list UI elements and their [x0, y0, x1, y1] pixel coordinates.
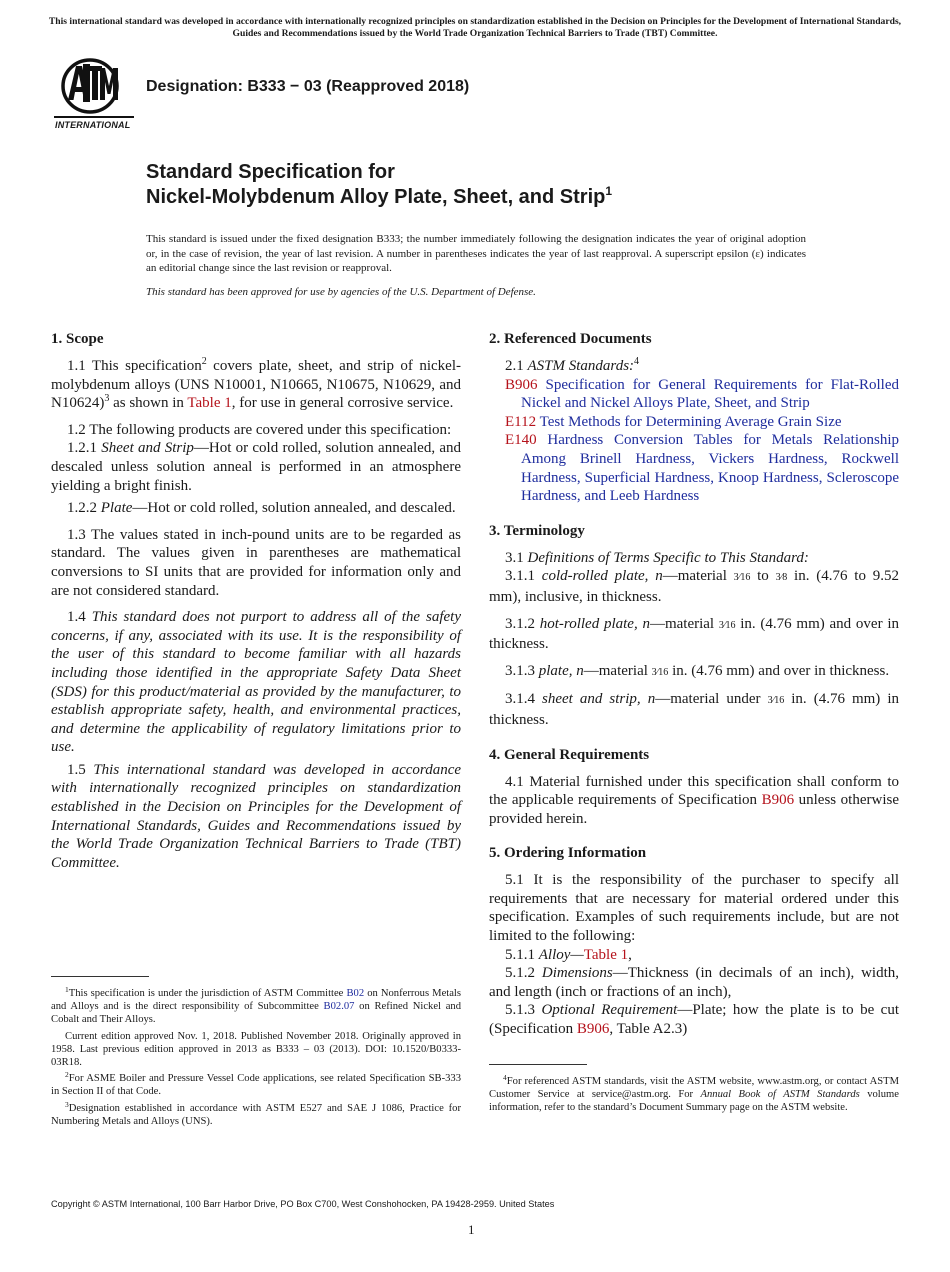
title-line-1: Standard Specification for — [146, 161, 395, 183]
num: 2.1 — [505, 358, 528, 374]
num: 3.1.1 — [505, 568, 542, 585]
fraction: 3⁄8 — [775, 572, 788, 584]
right-footnotes — [489, 1064, 899, 1115]
table-1-link[interactable]: Table 1 — [583, 946, 629, 963]
section-heading-ordering-information: 5. Ordering Information — [489, 845, 647, 862]
section-heading-general-requirements: 4. General Requirements — [489, 746, 650, 763]
text: in. (4.76 to 9.52 mm), inclusive, in thickness. — [489, 568, 899, 605]
paragraph-1-1 — [51, 357, 461, 413]
b906-link[interactable]: B906 — [761, 792, 795, 809]
paragraph-5-1-2 — [489, 964, 899, 1001]
text: unless otherwise provided herein. — [489, 792, 899, 827]
num: 5.1.3 — [505, 1002, 542, 1019]
section-heading-scope: 1. Scope — [51, 331, 104, 347]
paragraph-1-3: 1.3 The values stated in inch-pound units are to be regarded as standard. The values given in parentheses are mathematical conversions to SI units that are provided for information only and are not considered standard. — [51, 526, 461, 599]
footnote-4 — [489, 1075, 899, 1115]
mark: 4 — [503, 1073, 507, 1082]
num: 1.2.2 — [67, 500, 101, 517]
text: For referenced ASTM standards, visit the ASTM website, www.astm.org, or contact ASTM Customer Service at service@astm.org. For — [489, 1076, 899, 1101]
num: 3.1.3 — [505, 662, 539, 679]
reference-e112[interactable] — [489, 413, 899, 432]
footnote-ref-2[interactable]: 2 — [201, 356, 207, 367]
paragraph-2-1 — [489, 357, 899, 376]
paragraph-3-1 — [489, 549, 899, 568]
designation-note: This standard is issued under the fixed designation B333; the number immediately following the designation indicates the year of original adoption or, in the case of revision, the year of last revision. A number in parentheses indicates the year of last reapproval. A superscript epsilon (ε) indicates an editorial change since the last revision or reapproval. — [146, 233, 806, 275]
subcommittee-b02-07-link[interactable]: B02.07 — [323, 1001, 355, 1013]
paragraph-1-2-1 — [51, 439, 461, 495]
ref-code[interactable]: E140 — [505, 432, 537, 449]
footnote-list — [489, 1075, 899, 1115]
paragraph-5-1: 5.1 It is the responsibility of the purchaser to specify all requirements that are necessary for material ordered under this specification. Examples of such requirements include, but are not limited to the following: — [489, 872, 899, 945]
term: Plate — [100, 500, 133, 517]
paragraph-5-1-3 — [489, 1001, 899, 1038]
paragraph-4-1 — [489, 773, 899, 829]
text: to — [750, 568, 776, 585]
footnote-3 — [51, 1099, 461, 1128]
num: 5.1.2 — [505, 965, 542, 982]
term: cold-rolled plate, n — [541, 568, 663, 585]
footnote-rule — [489, 1064, 587, 1065]
text: ASTM Standards: — [527, 358, 635, 374]
tbt-notice: This international standard was developed in accordance with internationally recognized principles on standardization established in the Decision on Principles for the Development of International Standards, Guides and Recommendations issued by the World Trade Organization Technical Barriers to Trade (TBT) Committee. — [48, 16, 902, 39]
footnote-rule — [51, 976, 149, 977]
paragraph-1-2-2 — [51, 499, 461, 518]
fraction: 3⁄16 — [718, 619, 736, 631]
footnote-ref-3[interactable]: 3 — [104, 393, 110, 405]
mark: 2 — [65, 1070, 69, 1080]
mark: 1 — [65, 985, 69, 994]
text: —material — [583, 662, 652, 679]
text: —Hot or cold rolled, solution annealed, and descaled. — [132, 500, 456, 517]
footnote-ref-4[interactable]: 4 — [634, 356, 640, 367]
left-footnotes — [51, 976, 461, 1128]
text: volume information, refer to the standard’s Document Summary page on the ASTM website. — [489, 1089, 899, 1114]
num: 1.2.1 — [67, 440, 102, 457]
copyright: Copyright © ASTM International, 100 Barr Harbor Drive, PO Box C700, West Conshohocken, PA 19428-2959. United States — [51, 1199, 555, 1209]
num: 3.1.2 — [505, 615, 540, 632]
designation: Designation: B333 − 03 (Reapproved 2018) — [146, 78, 470, 95]
text: covers plate, sheet, and strip of nickel-molybdenum alloys (UNS N10001, N10665, N10675, N10629, and N10624) — [51, 358, 461, 412]
left-column — [51, 330, 461, 872]
text: 4.1 Material furnished under this specification shall conform to the applicable requirements of Specification — [489, 773, 899, 809]
astm-logo — [52, 56, 136, 132]
footnote-list — [51, 987, 461, 1128]
paragraph-3-1-1 — [489, 567, 899, 606]
footnote-1-edition: Current edition approved Nov. 1, 2018. Published November 2018. Originally approved in 1958. Last previous edition approved in 2013 as B333 – 03 (2013). DOI: 10.1520/B0333-03R18. — [51, 1030, 461, 1069]
paragraph-3-1-3 — [489, 662, 899, 683]
logo-wordmark: INTERNATIONAL — [55, 120, 131, 130]
text: —Thickness (in decimals of an inch), width, and length (inch or fractions of an inch), — [489, 965, 900, 1000]
ref-title[interactable]: Test Methods for Determining Average Grain Size — [536, 413, 842, 430]
reference-b906[interactable] — [489, 376, 899, 413]
b906-link[interactable]: B906 — [576, 1021, 610, 1038]
dod-approval-note: This standard has been approved for use by agencies of the U.S. Department of Defense. — [146, 286, 536, 298]
text: For ASME Boiler and Pressure Vessel Code applications, see related Specification SB-333 in Section II of that Code. — [51, 1073, 461, 1098]
text: on Refined Nickel and Cobalt and Their Alloys. — [51, 1001, 461, 1026]
text: , — [628, 946, 632, 963]
text: as shown in — [109, 395, 188, 412]
text: in. (4.76 mm) and over in thickness. — [489, 615, 899, 653]
text: Annual Book of ASTM Standards — [700, 1089, 860, 1101]
text: —Hot or cold rolled, solution annealed, and descaled unless solution anneal is performed in an atmosphere yielding a bright finish. — [51, 440, 461, 494]
term: sheet and strip, n — [542, 691, 656, 708]
num: 5.1.1 — [505, 946, 539, 963]
paragraph-3-1-2 — [489, 615, 899, 654]
text: on Nonferrous Metals and Alloys and is the direct responsibility of Subcommittee — [51, 988, 461, 1013]
ref-title[interactable]: Hardness Conversion Tables for Metals Relationship Among Brinell Hardness, Vickers Hardness, Rockwell Hardness, Superficial Hardness, Knoop Hardness, Scleroscope Hardness, and Leeb Hardness — [521, 432, 899, 505]
ref-code[interactable]: B906 — [505, 376, 538, 393]
footnote-2 — [51, 1072, 461, 1098]
fraction: 3⁄16 — [767, 695, 785, 707]
text: 1.1 This specification — [67, 358, 202, 374]
committee-b02-link[interactable]: B02 — [346, 988, 365, 999]
text: —Plate; how the plate is to be cut (Specification — [489, 1002, 900, 1038]
text: , for use in general corrosive service. — [231, 395, 454, 412]
text: , Table A2.3) — [609, 1021, 688, 1038]
term: Alloy— — [538, 946, 584, 963]
table-1-link[interactable]: Table 1 — [187, 395, 232, 412]
section-heading-terminology: 3. Terminology — [489, 522, 585, 539]
text: This standard does not purport to address all of the safety concerns, if any, associated with its use. It is the responsibility of the user of this standard to become familiar with all hazards including those identified in the appropriate Safety Data Sheet (SDS) for this product/material as provided by the manufacturer, to establish appropriate safety, health, and environmental practices, and determine the applicability of regulatory limitations prior to use. — [51, 609, 462, 756]
title-line-2-text: Nickel-Molybdenum Alloy Plate, Sheet, and Strip — [146, 186, 606, 208]
page-number: 1 — [468, 1222, 475, 1237]
num: 1.4 — [67, 609, 92, 626]
num: 3.1 — [505, 549, 528, 566]
title-footnote-mark: 1 — [605, 184, 613, 198]
text: in. (4.76 mm) and over in thickness. — [668, 662, 890, 679]
paragraph-1-4 — [51, 608, 461, 757]
text: —material under — [655, 691, 768, 708]
text: This international standard was developed in accordance with internationally recognized principles on standardization established in the Decision on Principles for the Development of International Standards, Guides and Recommendations issued by the World Trade Organization Technical Barriers to Trade (TBT) Committee. — [51, 761, 462, 871]
text: —material — [649, 615, 719, 632]
paragraph-1-2: 1.2 The following products are covered under this specification: — [67, 421, 452, 438]
text: in. (4.76 mm) in thickness. — [489, 691, 900, 728]
text: This specification is under the jurisdiction of ASTM Committee — [68, 988, 347, 999]
text: —material — [662, 568, 734, 585]
num: 1.5 — [67, 761, 94, 778]
ref-code[interactable]: E112 — [505, 413, 537, 430]
term: plate, n — [538, 662, 584, 679]
num: 3.1.4 — [505, 691, 543, 708]
section-heading-referenced-documents: 2. Referenced Documents — [489, 331, 652, 347]
paragraph-3-1-4 — [489, 690, 899, 729]
paragraph-1-5 — [51, 761, 461, 873]
term: Sheet and Strip — [101, 440, 194, 457]
term: Dimensions — [541, 965, 613, 982]
footnote-1 — [51, 987, 461, 1027]
title-line-2 — [146, 185, 612, 210]
term: Optional Requirement — [541, 1002, 678, 1019]
ref-title[interactable]: Specification for General Requirements for Flat-Rolled Nickel and Nickel Alloys Plate, Sheet, and Strip — [521, 376, 899, 412]
term: hot-rolled plate, n — [539, 615, 650, 632]
right-column — [489, 330, 899, 1039]
fraction: 3⁄16 — [651, 666, 669, 678]
text: Definitions of Terms Specific to This Standard: — [527, 549, 809, 566]
reference-e140[interactable] — [489, 431, 899, 505]
document-title — [146, 160, 612, 210]
mark: 3 — [65, 1099, 69, 1109]
text: Designation established in accordance with ASTM E527 and SAE J 1086, Practice for Numbering Metals and Alloys (UNS). — [51, 1102, 461, 1127]
paragraph-5-1-1 — [489, 946, 899, 965]
fraction: 3⁄16 — [733, 572, 751, 584]
